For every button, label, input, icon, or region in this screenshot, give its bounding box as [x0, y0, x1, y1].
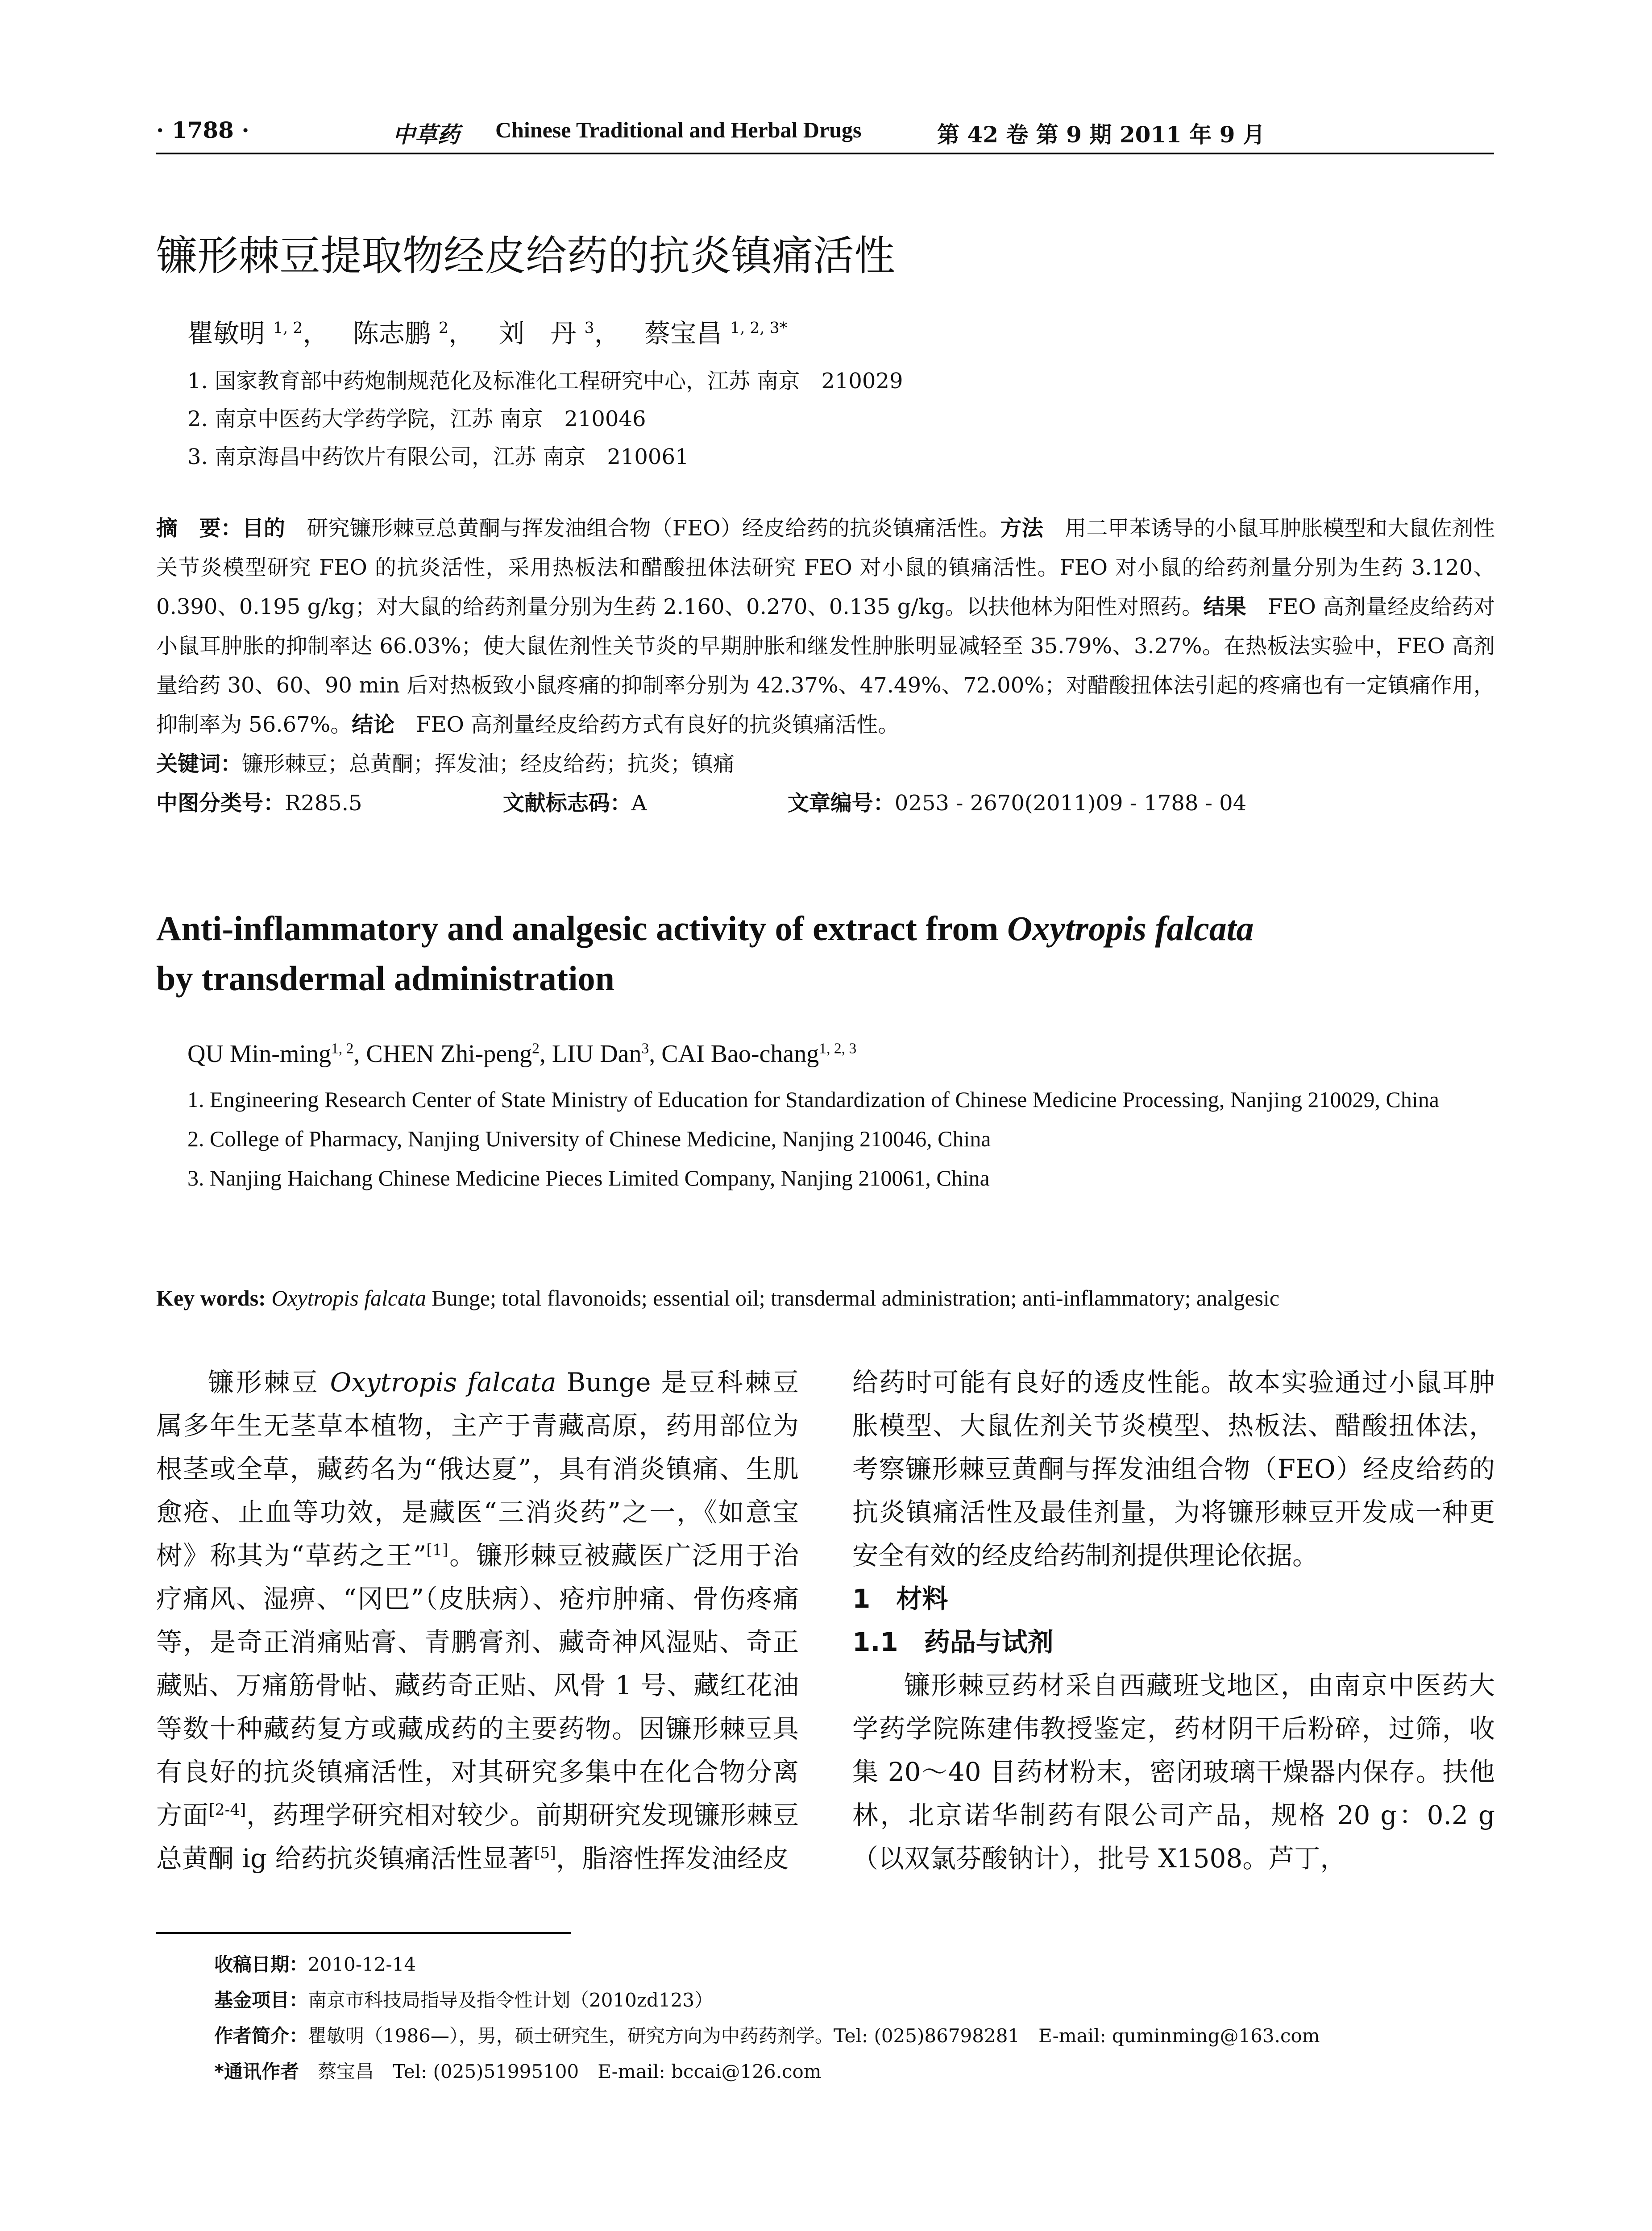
- author-en: QU Min-ming$^{1, 2}$,: [187, 1040, 366, 1068]
- affiliation-cn: 3. 南京海昌中药饮片有限公司，江苏 南京 210061: [187, 444, 689, 469]
- footnote-rule: [156, 1932, 571, 1934]
- paper-title-en: Anti-inflammatory and analgesic activity of extract from Oxytropis falcata by transdermal administration: [156, 909, 1254, 998]
- header-rule: [156, 153, 1494, 154]
- footnote-funding: 基金项目：南京市科技局指导及指令性计划（2010zd123）: [214, 1989, 714, 2011]
- running-header: [156, 117, 1495, 149]
- paper-title-cn: 镰形棘豆提取物经皮给药的抗炎镇痛活性: [156, 232, 896, 280]
- body-column-left: [156, 1361, 799, 1880]
- citation: [1]: [426, 1541, 448, 1559]
- abstract: 摘 要：目的 研究镰形棘豆总黄酮与挥发油组合物（FEO）经皮给药的抗炎镇痛活性。方法 用二甲苯诱导的小鼠耳肿胀模型和大鼠佐剂性关节炎模型研究 FEO 的抗炎活性，采用热板法和醋酸扭体法研究 FEO 对小鼠的镇痛活性。FEO 对小鼠的给药剂量分别为生药 3.120、0.390、0.195 g/kg；对大鼠的给药剂量分别为生药 2.160、0.270、0.135 g/kg。以扶他林为阳性对照药。结果 FEO 高剂量经皮给药对小鼠耳肿胀的抑制率达 66.03%；使大鼠佐剂性关节炎的早期肿胀和继发性肿胀明显减轻至 35.79%、3.27%。在热板法实验中，FEO 高剂量给药 30、60、90 min 后对热板致小鼠疼痛的抑制率分别为 42.37%、47.49%、72.00%；对醋酸扭体法引起的疼痛也有一定镇痛作用，抑制率为 56.67%。结论 FEO 高剂量经皮给药方式有良好的抗炎镇痛活性。: [156, 516, 1495, 737]
- author-en: CHEN Zhi-peng$^2$,: [366, 1040, 552, 1068]
- clc-number: 中图分类号：R285.5: [156, 791, 362, 816]
- citation: [2-4]: [208, 1801, 246, 1819]
- body-column-right: [852, 1361, 1495, 1880]
- affiliation-cn: 1. 国家教育部中药炮制规范化及标准化工程研究中心，江苏 南京 210029: [187, 369, 903, 394]
- footnote-corresponding: *通讯作者 蔡宝昌 Tel: (025)51995100 E-mail: bccai@126.com: [214, 2061, 822, 2082]
- author-cn: 蔡宝昌 $^{1, 2, 3*}$: [644, 318, 788, 348]
- page-number: · 1788 ·: [156, 117, 249, 143]
- author-list-cn: [187, 312, 795, 350]
- affiliation-en: 2. College of Pharmacy, Nanjing University of Chinese Medicine, Nanjing 210046, China: [187, 1126, 991, 1151]
- body-paragraph: 镰形棘豆药材采自西藏班戈地区，由南京中医药大学药学院陈建伟教授鉴定，药材阴干后粉碎，过筛，收集 20～40 目药材粉末，密闭玻璃干燥器内保存。扶他林，北京诺华制药有限公司产品，规格 20 g：0.2 g（以双氯芬酸钠计），批号 X1508。芦丁，: [852, 1670, 1495, 1874]
- journal-name-en: Chinese Traditional and Herbal Drugs: [495, 117, 862, 142]
- article-id: 文章编号：0253 - 2670(2011)09 - 1788 - 04: [787, 791, 1247, 816]
- document-code: 文献标志码：A: [502, 791, 647, 816]
- affiliations-en: [187, 1080, 1495, 1198]
- author-cn: 刘 丹 $^3$，: [498, 318, 620, 348]
- affiliation-en: 1. Engineering Research Center of State Ministry of Education for Standardization of Chinese Medicine Processing, Nanjing 210029, China: [187, 1087, 1439, 1112]
- author-en: LIU Dan$^3$,: [552, 1040, 662, 1068]
- body-paragraph: 镰形棘豆 Oxytropis falcata Bunge 是豆科棘豆属多年生无茎草本植物，主产于青藏高原，药用部位为根茎或全草，藏药名为“俄达夏”，具有消炎镇痛、生肌愈疮、止血等功效，是藏医“三消炎药”之一，《如意宝树》称其为“草药之王”[1]。镰形棘豆被藏医广泛用于治疗痛风、湿痹、“冈巴”（皮肤病）、疮疖肿痛、骨伤疼痛等，是奇正消痛贴膏、青鹏膏剂、藏奇神风湿贴、奇正藏贴、万痛筋骨帖、藏药奇正贴、风骨 1 号、藏红花油等数十种藏药复方或藏成药的主要药物。因镰形棘豆具有良好的抗炎镇痛活性，对其研究多集中在化合物分离方面[2-4]，药理学研究相对较少。前期研究发现镰形棘豆总黄酮 ig 给药抗炎镇痛活性显著[5]，脂溶性挥发油经皮: [156, 1367, 799, 1874]
- citation: [5]: [534, 1844, 556, 1862]
- species-name: Oxytropis falcata: [1007, 909, 1254, 948]
- author-cn: 瞿敏明 $^{1, 2}$，: [187, 318, 329, 348]
- body-paragraph: 给药时可能有良好的透皮性能。故本实验通过小鼠耳肿胀模型、大鼠佐剂关节炎模型、热板法、醋酸扭体法，考察镰形棘豆黄酮与挥发油组合物（FEO）经皮给药的抗炎镇痛活性及最佳剂量，为将镰形棘豆开发成一种更安全有效的经皮给药制剂提供理论依据。: [852, 1367, 1495, 1571]
- affiliation-cn: 2. 南京中医药大学药学院，江苏 南京 210046: [187, 406, 646, 431]
- author-en: CAI Bao-chang$^{1, 2, 3}$: [661, 1040, 857, 1068]
- classification-row: [156, 784, 1495, 823]
- keywords-cn: 关键词：镰形棘豆；总黄酮；挥发油；经皮给药；抗炎；镇痛: [156, 751, 735, 776]
- journal-name-cn: 中草药: [393, 121, 460, 148]
- footnote-received: 收稿日期：2010-12-14: [214, 1953, 416, 1975]
- section-heading: 1 材料: [852, 1584, 948, 1614]
- author-list-en: [187, 1040, 856, 1068]
- subsection-heading: 1.1 药品与试剂: [852, 1627, 1054, 1657]
- journal-issue: 第 42 卷 第 9 期 2011 年 9 月: [937, 121, 1265, 148]
- affiliation-en: 3. Nanjing Haichang Chinese Medicine Pieces Limited Company, Nanjing 210061, China: [187, 1165, 990, 1190]
- author-cn: 陈志鹏 $^2$，: [353, 318, 475, 348]
- keywords-en: Key words: Oxytropis falcata Bunge; total flavonoids; essential oil; transdermal administration; anti-inflammatory; analgesic: [156, 1286, 1280, 1310]
- footnote-author-bio: 作者简介：瞿敏明（1986—），男，硕士研究生，研究方向为中药药剂学。Tel: (025)86798281 E-mail: quminming@163.com: [214, 2025, 1320, 2047]
- abstract-block: [156, 509, 1495, 823]
